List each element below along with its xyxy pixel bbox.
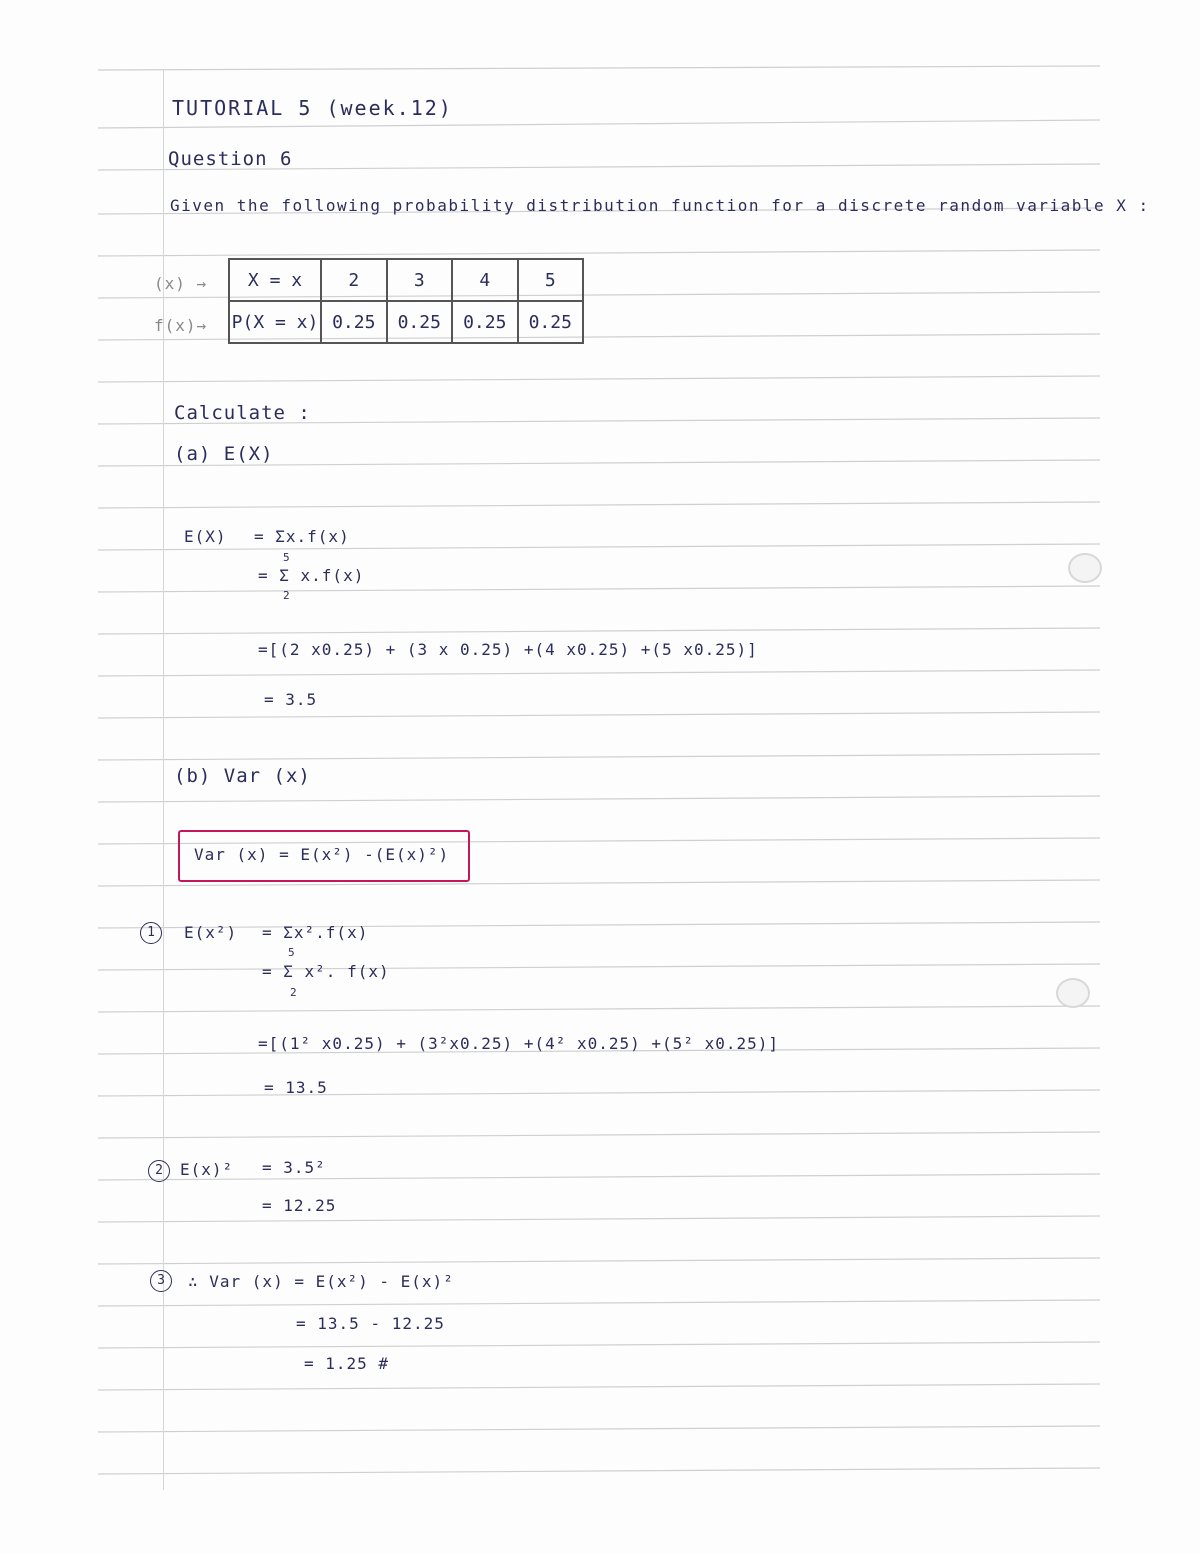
sum-upper-limit: 5 xyxy=(283,551,291,564)
side-label-x: (x) → xyxy=(154,274,208,293)
table-cell: P(X = x) xyxy=(229,301,321,343)
table-cell: 0.25 xyxy=(452,301,518,343)
step-2-lhs: E(x)² xyxy=(180,1160,234,1179)
table-row xyxy=(229,259,583,301)
intro-text: Given the following probability distribution function for a discrete random variable X : xyxy=(170,196,1150,215)
step-2-line1: = 3.5² xyxy=(262,1158,326,1177)
step-1-marker: 1 xyxy=(140,922,162,944)
step-2-result: = 12.25 xyxy=(262,1196,337,1215)
table-cell: X = x xyxy=(229,259,321,301)
side-label-f: f(x)→ xyxy=(154,316,208,335)
table-cell: 5 xyxy=(518,259,584,301)
part-a-line3: =[(2 x0.25) + (3 x 0.25) +(4 x0.25) +(5 x0.25)] xyxy=(258,640,758,659)
sum-lower-limit: 2 xyxy=(290,986,298,999)
table-cell: 4 xyxy=(452,259,518,301)
step-1-line1: = Σx².f(x) xyxy=(262,923,369,942)
table-row xyxy=(229,301,583,343)
step-3-marker: 3 xyxy=(150,1270,172,1292)
table-cell: 0.25 xyxy=(387,301,453,343)
step-3-line1: ∴ Var (x) = E(x²) - E(x)² xyxy=(188,1272,454,1291)
binder-hole xyxy=(1056,978,1090,1008)
step-3-line2: = 13.5 - 12.25 xyxy=(296,1314,445,1333)
step-1-line2: = Σ x². f(x) xyxy=(262,962,390,981)
sum-lower-limit: 2 xyxy=(283,589,291,602)
table-cell: 2 xyxy=(321,259,387,301)
part-b-heading: (b) Var (x) xyxy=(174,765,311,787)
table-cell: 0.25 xyxy=(518,301,584,343)
part-a-lhs: E(X) xyxy=(184,527,227,546)
step-2-marker: 2 xyxy=(148,1160,170,1182)
part-a-line2: = Σ x.f(x) xyxy=(258,566,365,585)
final-answer: = 1.25 # xyxy=(304,1354,390,1373)
calculate-label: Calculate : xyxy=(174,402,311,424)
part-a-result: = 3.5 xyxy=(264,690,318,709)
part-a-line1: = Σx.f(x) xyxy=(254,527,350,546)
step-1-result: = 13.5 xyxy=(264,1078,328,1097)
binder-hole xyxy=(1068,553,1102,583)
step-1-line3: =[(1² x0.25) + (3²x0.25) +(4² x0.25) +(5² x0.25)] xyxy=(258,1034,780,1053)
boxed-formula: Var (x) = E(x²) -(E(x)²) xyxy=(194,845,450,864)
table-cell: 3 xyxy=(387,259,453,301)
step-1-lhs: E(x²) xyxy=(184,923,238,942)
probability-table xyxy=(228,258,584,344)
sum-upper-limit: 5 xyxy=(288,946,296,959)
question-label: Question 6 xyxy=(168,148,293,170)
table-cell: 0.25 xyxy=(321,301,387,343)
page-title: TUTORIAL 5 (week.12) xyxy=(172,96,453,120)
part-a-heading: (a) E(X) xyxy=(174,443,274,465)
